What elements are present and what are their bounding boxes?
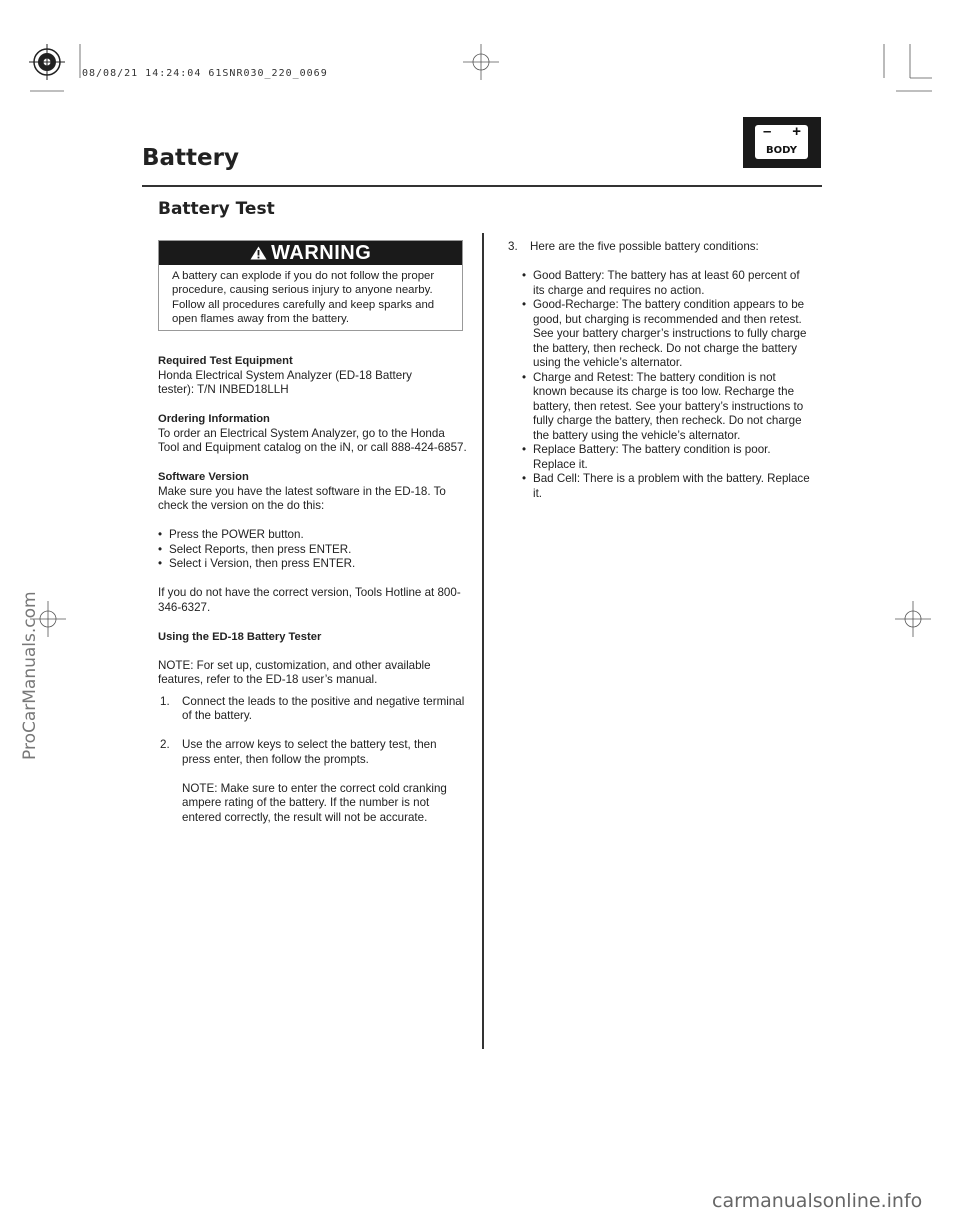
battery-minus-label: – <box>763 123 772 140</box>
warning-label: WARNING <box>271 242 372 264</box>
step-1-number: 1. <box>160 694 170 708</box>
battery-icon <box>755 125 808 159</box>
warning-text: A battery can explode if you do not follow the proper procedure, causing serious injury to anyone nearby. Follow all procedures carefully and keep sparks and open flames away from the battery. <box>172 270 435 326</box>
software-heading: Software Version <box>158 471 249 483</box>
badge-text: BODY <box>766 145 797 156</box>
step-1 <box>160 695 468 724</box>
right-column <box>508 240 810 501</box>
column-divider <box>482 233 484 1049</box>
section-title: Battery <box>142 145 239 171</box>
print-stamp: 08/08/21 14:24:04 61SNR030_220_0069 <box>82 68 328 79</box>
step-1-text: Connect the leads to the positive and negative terminal of the battery. <box>182 694 465 722</box>
step-3-text: Here are the five possible battery conditions: <box>530 240 759 253</box>
warning-icon <box>250 246 267 260</box>
body-badge <box>743 117 821 168</box>
left-column <box>158 354 468 825</box>
side-watermark: ProCarManuals.com <box>20 591 40 760</box>
software-text: Make sure you have the latest software in the ED-18. To check the version on the do this: <box>158 484 446 512</box>
note-text: NOTE: For set up, customization, and other available features, refer to the ED-18 user’s manual. <box>158 658 431 686</box>
step-2-text: Use the arrow keys to select the battery test, then press enter, then follow the prompts. <box>182 738 437 766</box>
bottom-watermark: carmanualsonline.info <box>712 1190 923 1212</box>
list-item: • Press the POWER button. <box>158 528 468 543</box>
software-steps <box>158 528 468 572</box>
list-item: • Replace Battery: The battery condition is poor. Replace it. <box>522 443 810 472</box>
list-item: • Good Battery: The battery has at least 60 percent of its charge and requires no action. <box>522 269 810 298</box>
required-heading: Required Test Equipment <box>158 355 293 367</box>
ordering-text: To order an Electrical System Analyzer, go to the Honda Tool and Equipment catalog on the iN, or call 888-424-6857. <box>158 426 467 454</box>
list-item: • Good-Recharge: The battery condition appears to be good, but charging is recommended and then retest. See your battery charger’s instructions to fully charge the battery, then recheck. Do not charge the battery using the vehicle’s alternator. <box>522 298 810 371</box>
list-item: • Select i Version, then press ENTER. <box>158 557 468 572</box>
warning-box <box>158 240 463 331</box>
step-2-note: NOTE: Make sure to enter the correct cold cranking ampere rating of the battery. If the number is not entered correctly, the result will not be accurate. <box>182 781 447 824</box>
step-2-number: 2. <box>160 738 170 751</box>
using-heading: Using the ED-18 Battery Tester <box>158 630 322 643</box>
header-rule <box>142 185 822 187</box>
list-item: • Select Reports, then press ENTER. <box>158 543 468 558</box>
list-item: • Bad Cell: There is a problem with the battery. Replace it. <box>522 472 810 501</box>
subsection-title: Battery Test <box>158 199 275 219</box>
hotline-text: If you do not have the correct version, Tools Hotline at 800-346-6327. <box>158 586 461 614</box>
warning-header <box>159 241 462 265</box>
conditions-list <box>522 269 810 501</box>
required-text: Honda Electrical System Analyzer (ED-18 Battery tester): T/N INBED18LLH <box>158 368 412 396</box>
ordering-heading: Ordering Information <box>158 413 270 425</box>
step-2 <box>160 738 468 767</box>
list-item: • Charge and Retest: The battery condition is not known because its charge is too low. Recharge the battery, then retest. See your battery’s instructions to fully charge the battery, then recheck. Do not charge the battery using the vehicle’s alternator. <box>522 371 810 444</box>
step-3-number: 3. <box>508 240 518 253</box>
step-3 <box>508 240 810 255</box>
battery-plus-label: + <box>792 123 801 140</box>
